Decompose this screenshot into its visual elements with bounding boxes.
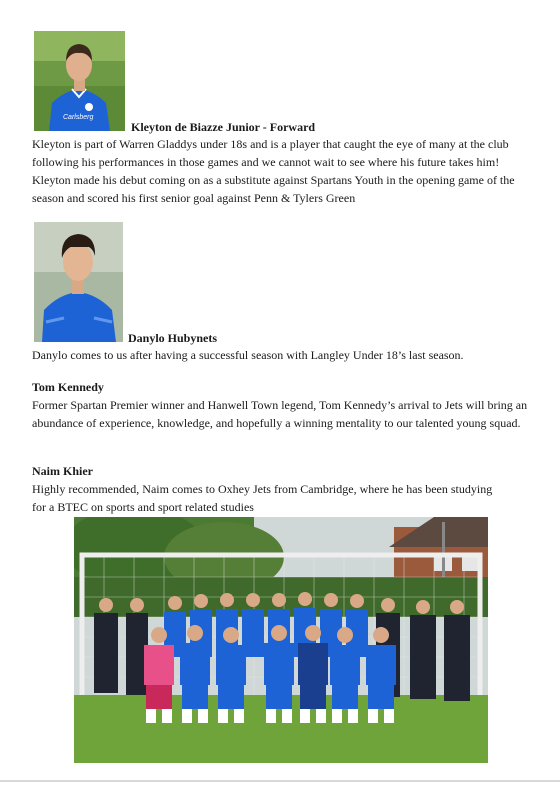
kleyton-shirt-sponsor: Carlsberg	[63, 114, 94, 121]
player-bio-tom-kennedy: Former Spartan Premier winner and Hanwell Town legend, Tom Kennedy’s arrival to Jets will bring an abundance of experience, knowledge, and hopefully a winning mentality to our talented young squad.	[32, 398, 528, 430]
danylo-photo	[34, 222, 123, 342]
player-name-naim-khier: Naim Khier	[32, 464, 93, 478]
player-name-tom-kennedy: Tom Kennedy	[32, 380, 104, 394]
player-bio-naim-khier: Highly recommended, Naim comes to Oxhey Jets from Cambridge, where he has been studying for a BTEC on sports and sport related studies	[32, 482, 493, 514]
team-photo	[74, 517, 488, 763]
player-bio-danylo: Danylo comes to us after having a successful season with Langley Under 18’s last season.	[32, 348, 464, 362]
player-name-danylo: Danylo Hubynets	[128, 331, 218, 345]
kleyton-photo	[34, 31, 125, 131]
player-name-kleyton: Kleyton de Biazze Junior - Forward	[131, 120, 316, 134]
player-bio-kleyton: Kleyton is part of Warren Gladdys under 18s and is a player that caught the eye of many at the club following his performances in those games and we cannot wait to see where his future takes him! Kleyton made his debut coming on as a substitute against Spartans Youth in the opening game of the season and scored his first senior goal against Penn & Tylers Green	[32, 137, 515, 205]
page-bottom-divider	[0, 780, 560, 782]
